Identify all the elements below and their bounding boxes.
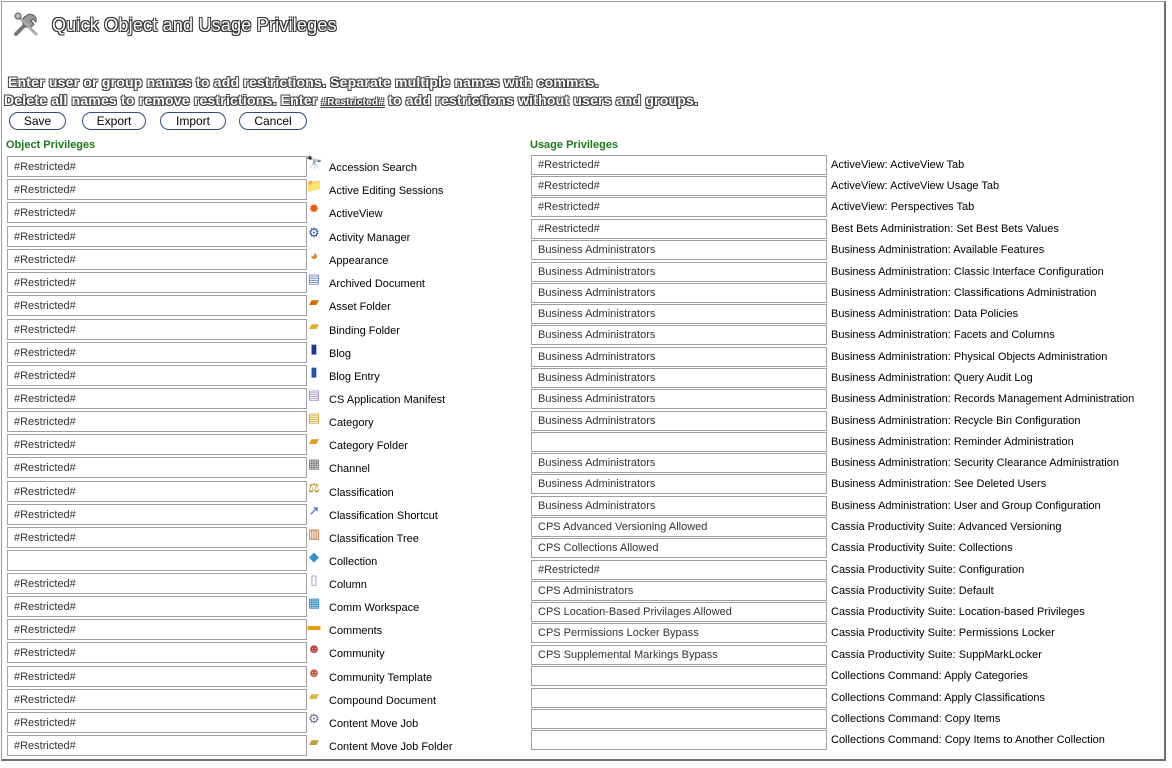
folder-icon: 📁 [306,178,323,193]
usage-privilege-label: Business Administration: Records Management Administration [831,393,1135,405]
restricted-token: #Restricted# [321,97,384,108]
usage-privilege-label: Business Administration: Available Features [831,244,1045,256]
tree-icon: ▥ [307,526,321,541]
usage-privilege-label: Business Administration: Query Audit Log [831,372,1033,384]
object-privilege-input[interactable] [7,550,307,571]
usage-privilege-label: Collections Command: Apply Classifications [831,692,1045,704]
object-privilege-label: Community Template [329,672,433,684]
object-privilege-input[interactable] [7,527,307,548]
object-privilege-input[interactable] [7,619,307,640]
usage-privilege-input[interactable] [531,560,827,580]
object-privilege-label: Content Move Job Folder [329,741,453,753]
usage-privilege-label: Cassia Productivity Suite: SuppMarkLocker [831,649,1042,661]
object-privilege-label: Classification Tree [329,533,419,545]
palette-icon: ◕ [310,248,318,263]
comment-icon: ▬ [307,618,321,633]
cancel-button[interactable]: Cancel [239,112,307,130]
usage-privilege-input[interactable] [531,538,827,558]
usage-privilege-label: Cassia Productivity Suite: Default [831,585,994,597]
object-privilege-input[interactable] [7,735,307,756]
tools-icon [12,10,42,38]
object-privilege-input[interactable] [7,481,307,502]
usage-privilege-input[interactable] [531,581,827,601]
usage-privilege-input[interactable] [531,347,827,367]
object-privilege-label: Comments [329,625,383,637]
move-job-folder-icon: ▰ [309,734,319,749]
usage-privilege-input[interactable] [531,517,827,537]
usage-privilege-label: Cassia Productivity Suite: Advanced Versioning [831,521,1062,533]
object-privilege-label: ActiveView [329,208,383,220]
usage-privilege-input[interactable] [531,432,827,452]
object-privilege-label: Community [329,648,385,660]
object-privileges-heading: Object Privileges [6,139,96,151]
object-privilege-input[interactable] [7,202,307,223]
usage-privilege-label: Business Administration: Reminder Administration [831,436,1074,448]
object-privilege-input[interactable] [7,342,307,363]
usage-privilege-input[interactable] [531,155,827,175]
save-button[interactable]: Save [9,112,66,130]
usage-privilege-label: ActiveView: ActiveView Usage Tab [831,180,1000,192]
usage-privilege-label: Business Administration: Data Policies [831,308,1019,320]
usage-privileges-heading: Usage Privileges [530,139,619,151]
usage-privilege-input[interactable] [531,602,827,622]
usage-privilege-input[interactable] [531,325,827,345]
object-privilege-label: Asset Folder [329,301,391,313]
instruction-line-2 [4,92,698,108]
category-icon: ▤ [307,410,321,425]
usage-privilege-input[interactable] [531,688,827,708]
object-privilege-input[interactable] [7,712,307,733]
collection-icon: ◆ [309,549,319,564]
usage-privilege-input[interactable] [531,283,827,303]
instruction-line-2-post: to add restrictions without users and groups. [388,92,699,108]
binding-folder-icon: ▰ [309,318,319,333]
shortcut-icon: ↗ [308,503,320,518]
object-privilege-input[interactable] [7,411,307,432]
object-privilege-input[interactable] [7,434,307,455]
instruction-line-2-pre: Delete all names to remove restrictions. Enter [4,92,318,108]
usage-privilege-label: Business Administration: Recycle Bin Configuration [831,415,1081,427]
object-privilege-input[interactable] [7,295,307,316]
privileges-window [1,1,1166,761]
usage-privilege-input[interactable] [531,304,827,324]
usage-privilege-input[interactable] [531,240,827,260]
object-privilege-label: Channel [329,463,370,475]
blog-entry-icon: ▮ [310,364,318,379]
usage-privilege-input[interactable] [531,645,827,665]
object-privilege-input[interactable] [7,226,307,247]
object-privilege-label: Category Folder [329,440,408,452]
usage-privilege-label: Business Administration: User and Group Configuration [831,500,1101,512]
object-privilege-input[interactable] [7,249,307,270]
object-privilege-label: Archived Document [329,278,425,290]
object-privilege-input[interactable] [7,642,307,663]
classification-icon: ⚖ [308,480,320,495]
move-job-icon: ⚙ [308,711,320,726]
usage-privilege-label: Collections Command: Apply Categories [831,670,1028,682]
object-privilege-label: Category [329,417,374,429]
usage-privilege-input[interactable] [531,709,827,729]
usage-privilege-label: Business Administration: Classic Interface Configuration [831,266,1104,278]
usage-privilege-input[interactable] [531,368,827,388]
usage-privilege-input[interactable] [531,219,827,239]
object-privilege-label: Classification [329,487,394,499]
object-privilege-input[interactable] [7,666,307,687]
usage-privilege-input[interactable] [531,389,827,409]
usage-privilege-label: Business Administration: Facets and Columns [831,329,1055,341]
usage-privilege-label: Business Administration: Classifications Administration [831,287,1097,299]
usage-privilege-label: ActiveView: ActiveView Tab [831,159,965,171]
usage-privilege-label: ActiveView: Perspectives Tab [831,201,975,213]
usage-privilege-input[interactable] [531,496,827,516]
document-icon: ▤ [307,271,321,286]
object-privilege-label: Collection [329,556,378,568]
column-icon: ▯ [310,572,318,587]
object-privilege-label: Classification Shortcut [329,510,438,522]
object-privilege-label: Compound Document [329,695,437,707]
usage-privilege-label: Cassia Productivity Suite: Permissions Locker [831,627,1055,639]
usage-privilege-input[interactable] [531,197,827,217]
page-title: Quick Object and Usage Privileges [52,15,337,35]
object-privilege-label: Active Editing Sessions [329,185,444,197]
object-privilege-input[interactable] [7,156,307,177]
object-privilege-label: Blog Entry [329,371,380,383]
binoculars-icon: 🔭 [306,155,323,170]
usage-privilege-input[interactable] [531,666,827,686]
usage-privilege-input[interactable] [531,623,827,643]
usage-privilege-label: Best Bets Administration: Set Best Bets Values [831,223,1059,235]
compound-document-icon: ▰ [309,688,319,703]
usage-privilege-label: Business Administration: Physical Objects Administration [831,351,1108,363]
object-privilege-label: Binding Folder [329,325,400,337]
manifest-icon: ▤ [307,387,321,402]
gear-icon: ⚙ [308,225,320,240]
object-privilege-label: Appearance [329,255,389,267]
object-privilege-input[interactable] [7,457,307,478]
object-privilege-input[interactable] [7,573,307,594]
object-privilege-input[interactable] [7,365,307,386]
object-privilege-input[interactable] [7,319,307,340]
usage-privilege-input[interactable] [531,262,827,282]
usage-privilege-label: Collections Command: Copy Items to Another Collection [831,734,1105,746]
asset-folder-icon: ▰ [309,294,319,309]
usage-privilege-label: Business Administration: See Deleted Users [831,478,1047,490]
sunburst-icon: ✹ [308,201,320,216]
object-privilege-label: Accession Search [329,162,418,174]
usage-privilege-label: Business Administration: Security Clearance Administration [831,457,1119,469]
usage-privilege-label: Collections Command: Copy Items [831,713,1001,725]
usage-privilege-input[interactable] [531,453,827,473]
object-privilege-label: Column [329,579,367,591]
usage-privilege-label: Cassia Productivity Suite: Configuration [831,564,1025,576]
object-privilege-label: Comm Workspace [329,602,420,614]
community-template-icon: ☻ [307,665,321,680]
usage-privilege-input[interactable] [531,411,827,431]
usage-privilege-input[interactable] [531,176,827,196]
community-icon: ☻ [307,641,321,656]
category-folder-icon: ▰ [309,433,319,448]
usage-privilege-label: Cassia Productivity Suite: Location-based Privileges [831,606,1085,618]
instruction-line-1: Enter user or group names to add restrictions. Separate multiple names with commas. [8,74,599,90]
object-privilege-input[interactable] [7,388,307,409]
usage-privilege-input[interactable] [531,730,827,750]
blog-icon: ▮ [310,341,318,356]
object-privilege-input[interactable] [7,272,307,293]
object-privilege-input[interactable] [7,504,307,525]
export-button[interactable]: Export [82,112,146,130]
import-button[interactable]: Import [160,112,226,130]
object-privilege-label: Activity Manager [329,232,411,244]
usage-privilege-input[interactable] [531,474,827,494]
workspace-icon: ▦ [307,595,321,610]
object-privilege-input[interactable] [7,596,307,617]
object-privilege-input[interactable] [7,179,307,200]
object-privilege-input[interactable] [7,689,307,710]
object-privilege-label: Content Move Job [329,718,419,730]
channel-icon: ▦ [307,456,321,471]
object-privilege-label: Blog [329,348,352,360]
object-privilege-label: CS Application Manifest [329,394,446,406]
usage-privilege-label: Cassia Productivity Suite: Collections [831,542,1013,554]
